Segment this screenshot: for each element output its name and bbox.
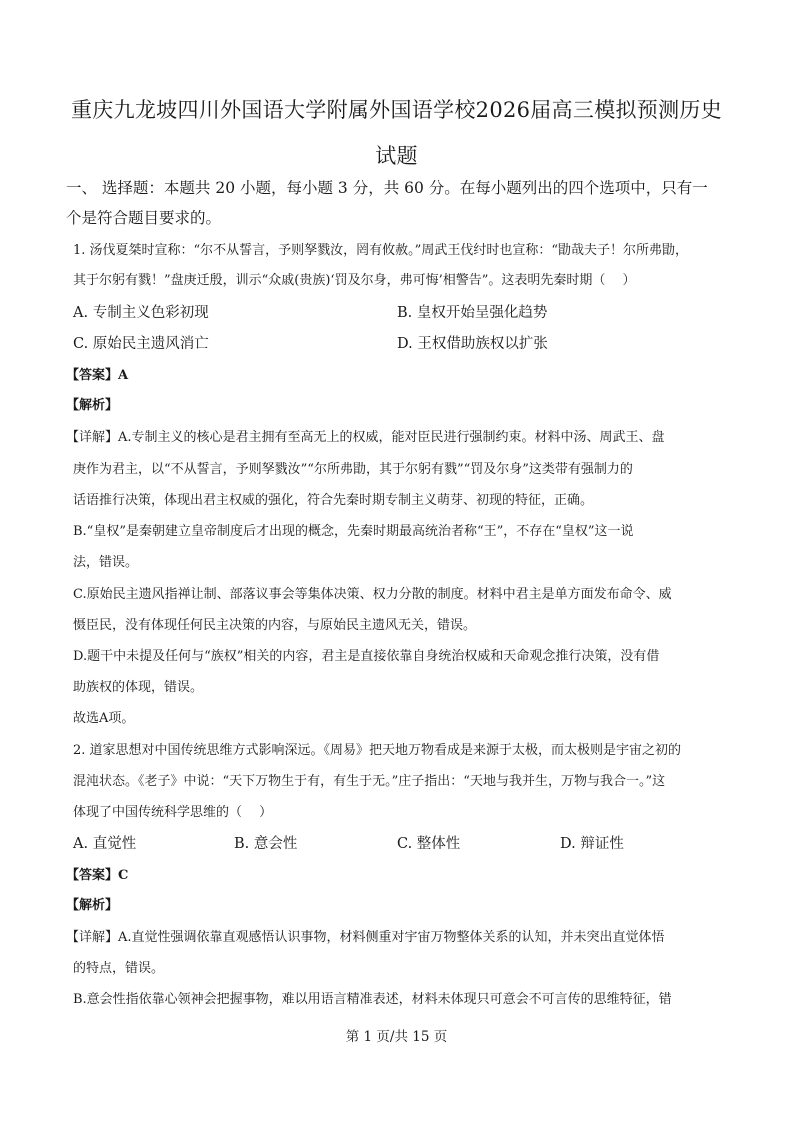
q1-analysis-label: 【解析】 [66, 398, 119, 413]
q1-option-c: C. 原始民主遗风消亡 [73, 336, 209, 352]
q2-option-b: B. 意会性 [234, 836, 298, 852]
section-heading: 一、 选择题：本题共 20 小题，每小题 3 分，共 60 分。在每小题列出的四个选项中，只有一 [66, 179, 708, 197]
q1-option-b: B. 皇权开始呈强化趋势 [397, 305, 548, 321]
q2-detail-line: 【详解】A.直觉性强调依靠直观感悟认识事物，材料侧重对宇宙万物整体关系的认知，并未突出直觉体悟 [66, 930, 665, 945]
page-footer: 第 1 页/共 15 页 [345, 1029, 448, 1045]
q2-detail-line: B.意会性指依靠心领神会把握事物，难以用语言精准表述，材料未体现只可意会不可言传的思维特征，错 [73, 992, 672, 1007]
q1-detail-line: 【详解】A.专制主义的核心是君主拥有至高无上的权威，能对臣民进行强制约束。材料中汤、周武王、盘 [66, 430, 665, 445]
q1-option-d: D. 王权借助族权以扩张 [397, 336, 548, 352]
q1-detail-line: D.题干中未提及任何与“族权”相关的内容，君主是直接依靠自身统治权威和天命观念推行决策，没有借 [73, 649, 660, 664]
q2-stem-line3: 体现了中国传统科学思维的（ ） [73, 805, 273, 820]
q2-option-d: D. 辩证性 [560, 836, 624, 852]
q1-detail-line: B.“皇权”是秦朝建立皇帝制度后才出现的概念，先秦时期最高统治者称“王”，不存在“皇权”这一说 [73, 524, 634, 539]
q1-stem-line2: 其于尔躬有戮！”盘庚迁殷，训示“众戚(贵族)‘罚及尔身，弗可悔’相警告”。这表明先秦时期（ ） [73, 273, 636, 288]
q1-answer: 【答案】A [66, 368, 129, 383]
page-title-line1: 重庆九龙坡四川外国语大学附属外国语学校2026届高三模拟预测历史 [70, 98, 723, 122]
q1-option-a: A. 专制主义色彩初现 [73, 305, 209, 321]
q1-detail-line: 法，错误。 [73, 555, 139, 570]
q2-stem-line2: 混沌状态。《老子》中说：“天下万物生于有，有生于无。”庄子指出：“天地与我并生，万物与我合一。”这 [73, 774, 666, 789]
page-title-line2: 试题 [375, 144, 418, 168]
q1-detail-line: C.原始民主遗风指禅让制、部落议事会等集体决策、权力分散的制度。材料中君主是单方面发布命令、威 [73, 587, 672, 602]
q1-detail-line: 助族权的体现，错误。 [73, 680, 204, 695]
q2-stem-line1: 2. 道家思想对中国传统思维方式影响深远。《周易》把天地万物看成是来源于太极，而太极则是宇宙之初的 [73, 743, 682, 758]
q1-stem-line1: 1. 汤伐夏桀时宣称：“尔不从誓言，予则孥戮汝，罔有攸赦。”周武王伐纣时也宣称：“勖哉夫子！尔所弗勖， [73, 243, 688, 258]
q2-analysis-label: 【解析】 [66, 898, 119, 913]
q2-detail-line: 的特点，错误。 [73, 961, 165, 976]
q2-option-a: A. 直觉性 [73, 836, 137, 852]
q1-detail-line: 庚作为君主，以“不从誓言，予则孥戮汝”“尔所弗勖，其于尔躬有戮”“罚及尔身”这类带有强制力的 [73, 462, 633, 477]
q1-detail-line: 话语推行决策，体现出君主权威的强化，符合先秦时期专制主义萌芽、初现的特征，正确。 [73, 493, 594, 508]
q2-option-c: C. 整体性 [397, 836, 461, 852]
q1-detail-line: 慑臣民，没有体现任何民主决策的内容，与原始民主遗风无关，错误。 [73, 618, 477, 633]
q1-detail-line: 故选A项。 [73, 711, 135, 726]
section-heading-cont: 个是符合题目要求的。 [66, 209, 222, 227]
q2-answer: 【答案】C [66, 868, 129, 883]
